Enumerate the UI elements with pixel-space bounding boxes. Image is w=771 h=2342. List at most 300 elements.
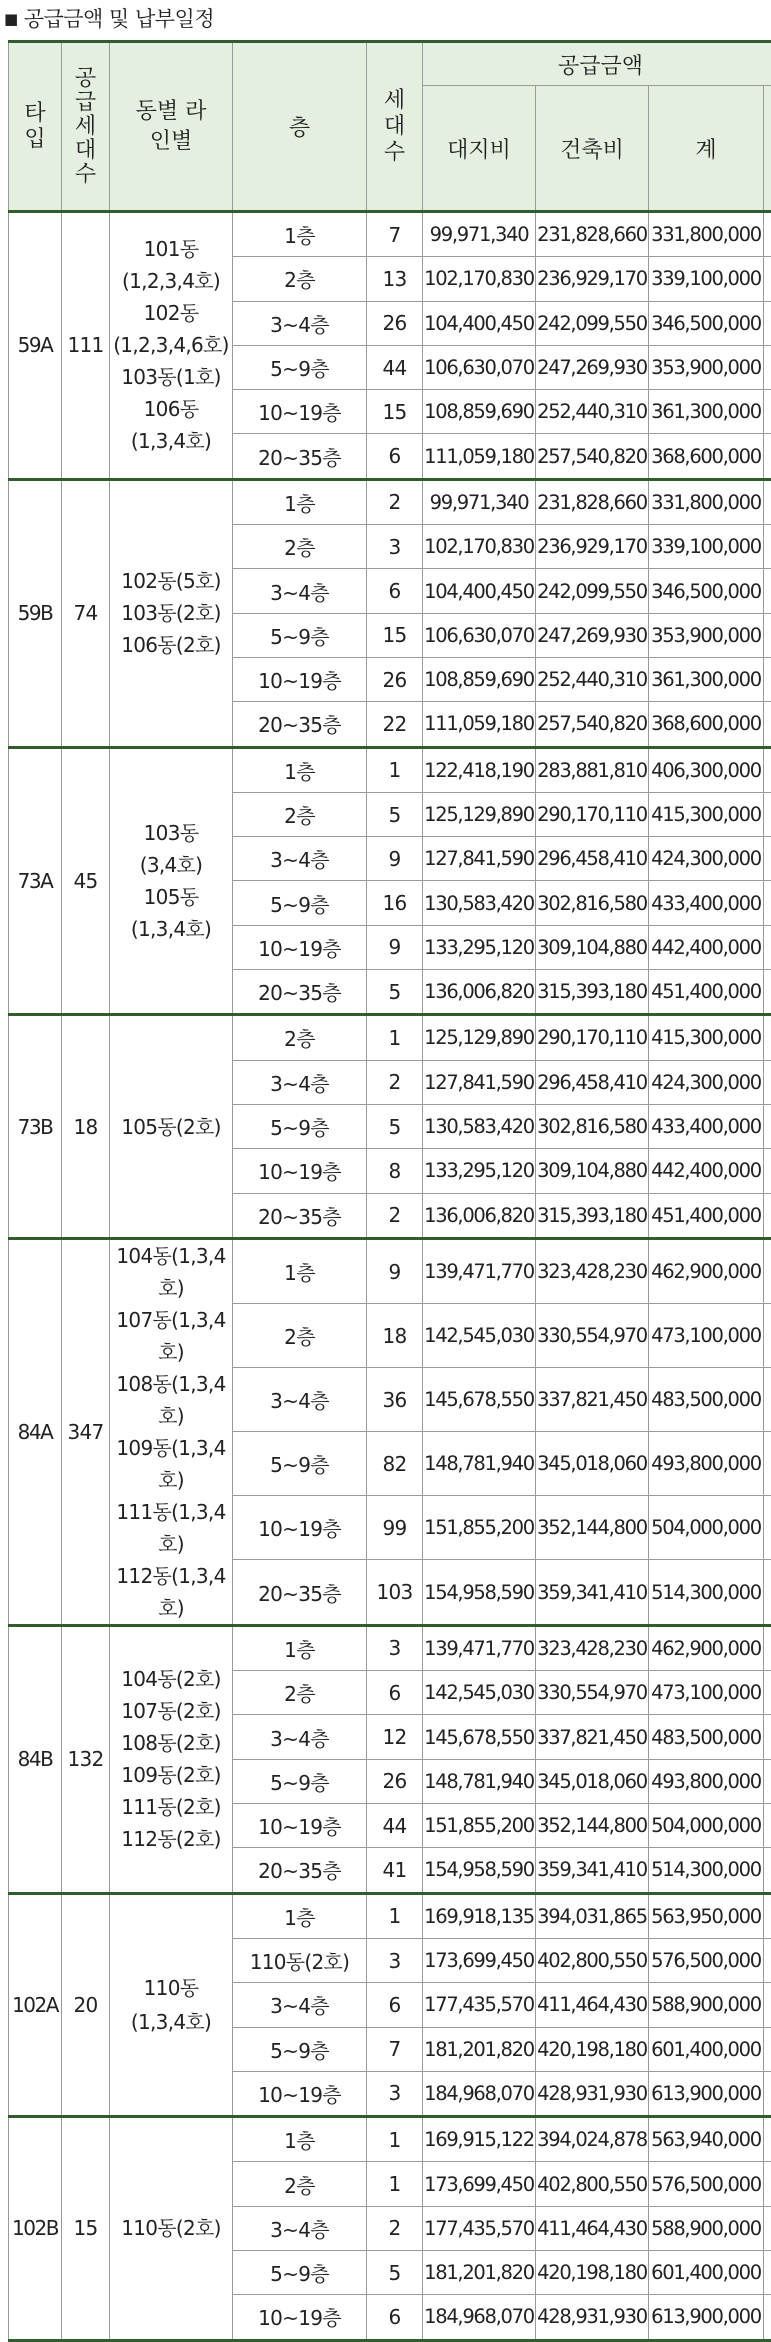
floor-cell: 20~35층 <box>233 1560 367 1625</box>
total-price-cell: 514,300,000 <box>649 1848 764 1893</box>
page-title-text: 공급금액 및 납부일정 <box>24 7 214 31</box>
building-price-cell: 402,800,550 <box>536 1938 649 1982</box>
households-cell: 5 <box>367 970 423 1015</box>
total-price-cell: 346,500,000 <box>649 569 764 613</box>
land-price-cell: 108,859,690 <box>423 657 536 701</box>
building-price-cell: 231,828,660 <box>536 212 649 257</box>
land-price-cell: 130,583,420 <box>423 1104 536 1148</box>
extra-cell <box>764 2027 771 2071</box>
table-row <box>9 747 771 792</box>
floor-cell: 2층 <box>233 792 367 836</box>
building-price-cell: 247,269,930 <box>536 345 649 389</box>
building-price-cell: 296,458,410 <box>536 1060 649 1104</box>
floor-cell: 2층 <box>233 1671 367 1715</box>
dong-line-text: 104동(2호) <box>110 1663 232 1695</box>
households-cell: 3 <box>367 1938 423 1982</box>
building-price-cell: 315,393,180 <box>536 1193 649 1238</box>
header-building: 건축비 <box>536 86 649 212</box>
extra-cell <box>764 837 771 881</box>
land-price-cell: 104,400,450 <box>423 569 536 613</box>
floor-cell: 1층 <box>233 1238 367 1303</box>
floor-cell: 1층 <box>233 1893 367 1938</box>
land-price-cell: 177,435,570 <box>423 2206 536 2250</box>
title-bullet: ■ <box>4 10 18 28</box>
land-price-cell: 130,583,420 <box>423 881 536 925</box>
type-cell: 73B <box>9 1015 62 1238</box>
page-title <box>4 4 214 34</box>
households-cell: 99 <box>367 1496 423 1560</box>
floor-cell: 5~9층 <box>233 2250 367 2294</box>
households-cell: 3 <box>367 2071 423 2116</box>
households-cell: 6 <box>367 2295 423 2340</box>
total-price-cell: 473,100,000 <box>649 1671 764 1715</box>
extra-cell <box>764 1104 771 1148</box>
households-cell: 13 <box>367 257 423 301</box>
land-price-cell: 102,170,830 <box>423 525 536 569</box>
land-price-cell: 173,699,450 <box>423 2162 536 2206</box>
dong-line-text: 111동(1,3,4호) <box>110 1496 232 1560</box>
type-cell: 102B <box>9 2117 62 2340</box>
building-price-cell: 231,828,660 <box>536 479 649 524</box>
total-price-cell: 331,800,000 <box>649 212 764 257</box>
extra-cell <box>764 345 771 389</box>
households-cell: 3 <box>367 525 423 569</box>
land-price-cell: 145,678,550 <box>423 1368 536 1432</box>
households-cell: 1 <box>367 1893 423 1938</box>
extra-cell <box>764 1060 771 1104</box>
households-cell: 5 <box>367 792 423 836</box>
dong-line-text: (1,3,4호) <box>110 2005 232 2039</box>
building-price-cell: 290,170,110 <box>536 792 649 836</box>
households-cell: 15 <box>367 390 423 434</box>
total-price-cell: 462,900,000 <box>649 1238 764 1303</box>
extra-cell <box>764 301 771 345</box>
floor-cell: 1층 <box>233 1625 367 1670</box>
land-price-cell: 99,971,340 <box>423 479 536 524</box>
dong-line-text: (1,2,3,4,6호) <box>110 329 232 361</box>
dong-line-text: 109동(1,3,4호) <box>110 1432 232 1496</box>
floor-cell: 20~35층 <box>233 434 367 479</box>
total-price-cell: 433,400,000 <box>649 1104 764 1148</box>
households-cell: 26 <box>367 657 423 701</box>
extra-cell <box>764 613 771 657</box>
total-price-cell: 462,900,000 <box>649 1625 764 1670</box>
total-price-cell: 353,900,000 <box>649 613 764 657</box>
units-cell: 74 <box>62 479 110 747</box>
dong-line-text: (3,4호) <box>110 849 232 881</box>
households-cell: 12 <box>367 1715 423 1759</box>
floor-cell: 5~9층 <box>233 2027 367 2071</box>
total-price-cell: 483,500,000 <box>649 1368 764 1432</box>
building-price-cell: 247,269,930 <box>536 613 649 657</box>
extra-cell <box>764 970 771 1015</box>
building-price-cell: 257,540,820 <box>536 702 649 747</box>
building-price-cell: 411,464,430 <box>536 1983 649 2027</box>
dong-line-text: (1,2,3,4호) <box>110 265 232 297</box>
extra-cell <box>764 2250 771 2294</box>
header-land: 대지비 <box>423 86 536 212</box>
building-price-cell: 337,821,450 <box>536 1368 649 1432</box>
total-price-cell: 368,600,000 <box>649 434 764 479</box>
dong-line-cell <box>110 1625 233 1893</box>
total-price-cell: 331,800,000 <box>649 479 764 524</box>
building-price-cell: 236,929,170 <box>536 257 649 301</box>
land-price-cell: 106,630,070 <box>423 345 536 389</box>
dong-line-cell <box>110 479 233 747</box>
dong-line-text: 101동 <box>110 233 232 265</box>
total-price-cell: 361,300,000 <box>649 390 764 434</box>
total-price-cell: 415,300,000 <box>649 792 764 836</box>
building-price-cell: 252,440,310 <box>536 657 649 701</box>
land-price-cell: 108,859,690 <box>423 390 536 434</box>
extra-cell <box>764 702 771 747</box>
households-cell: 103 <box>367 1560 423 1625</box>
total-price-cell: 353,900,000 <box>649 345 764 389</box>
total-price-cell: 576,500,000 <box>649 2162 764 2206</box>
land-price-cell: 106,630,070 <box>423 613 536 657</box>
type-cell: 102A <box>9 1893 62 2116</box>
land-price-cell: 181,201,820 <box>423 2027 536 2071</box>
total-price-cell: 483,500,000 <box>649 1715 764 1759</box>
dong-line-text: 106동 <box>110 393 232 425</box>
total-price-cell: 339,100,000 <box>649 525 764 569</box>
total-price-cell: 473,100,000 <box>649 1304 764 1368</box>
units-cell: 45 <box>62 747 110 1015</box>
table-row <box>9 1238 771 1303</box>
floor-cell: 3~4층 <box>233 1060 367 1104</box>
extra-cell <box>764 1715 771 1759</box>
table-row <box>9 212 771 257</box>
land-price-cell: 133,295,120 <box>423 925 536 969</box>
header-price-group: 공급금액 <box>423 42 771 86</box>
households-cell: 44 <box>367 345 423 389</box>
total-price-cell: 588,900,000 <box>649 2206 764 2250</box>
building-price-cell: 330,554,970 <box>536 1304 649 1368</box>
header-households: 세대수 <box>367 42 423 212</box>
households-cell: 41 <box>367 1848 423 1893</box>
dong-line-text: 103동(2호) <box>110 597 232 629</box>
extra-cell <box>764 1671 771 1715</box>
land-price-cell: 181,201,820 <box>423 2250 536 2294</box>
dong-line-text: 102동(5호) <box>110 565 232 597</box>
floor-cell: 2층 <box>233 1015 367 1060</box>
building-price-cell: 290,170,110 <box>536 1015 649 1060</box>
extra-cell <box>764 525 771 569</box>
extra-cell <box>764 1625 771 1670</box>
extra-cell <box>764 434 771 479</box>
floor-cell: 2층 <box>233 257 367 301</box>
dong-line-text: 109동(2호) <box>110 1759 232 1791</box>
units-cell: 15 <box>62 2117 110 2340</box>
units-cell: 20 <box>62 1893 110 2116</box>
floor-cell: 1층 <box>233 212 367 257</box>
dong-line-text: 102동 <box>110 297 232 329</box>
building-price-cell: 420,198,180 <box>536 2027 649 2071</box>
dong-line-text: 105동(2호) <box>110 1110 232 1144</box>
header-extra <box>764 86 771 212</box>
dong-line-text: 107동(2호) <box>110 1695 232 1727</box>
land-price-cell: 139,471,770 <box>423 1625 536 1670</box>
units-cell: 18 <box>62 1015 110 1238</box>
total-price-cell: 576,500,000 <box>649 1938 764 1982</box>
total-price-cell: 451,400,000 <box>649 970 764 1015</box>
dong-line-text: 107동(1,3,4호) <box>110 1304 232 1368</box>
dong-line-text: 108동(1,3,4호) <box>110 1368 232 1432</box>
extra-cell <box>764 925 771 969</box>
building-price-cell: 428,931,930 <box>536 2071 649 2116</box>
households-cell: 2 <box>367 479 423 524</box>
total-price-cell: 406,300,000 <box>649 747 764 792</box>
building-price-cell: 323,428,230 <box>536 1238 649 1303</box>
land-price-cell: 184,968,070 <box>423 2071 536 2116</box>
building-price-cell: 394,031,865 <box>536 1893 649 1938</box>
households-cell: 8 <box>367 1149 423 1193</box>
households-cell: 36 <box>367 1368 423 1432</box>
type-cell: 73A <box>9 747 62 1015</box>
land-price-cell: 125,129,890 <box>423 1015 536 1060</box>
land-price-cell: 122,418,190 <box>423 747 536 792</box>
households-cell: 22 <box>367 702 423 747</box>
price-table-header <box>9 42 771 212</box>
land-price-cell: 145,678,550 <box>423 1715 536 1759</box>
dong-line-text: 105동 <box>110 881 232 913</box>
total-price-cell: 613,900,000 <box>649 2071 764 2116</box>
header-units: 공급세대수 <box>62 42 110 212</box>
extra-cell <box>764 1848 771 1893</box>
total-price-cell: 424,300,000 <box>649 837 764 881</box>
dong-line-text: 106동(2호) <box>110 629 232 661</box>
dong-line-text: 111동(2호) <box>110 1791 232 1823</box>
households-cell: 6 <box>367 569 423 613</box>
extra-cell <box>764 1560 771 1625</box>
building-price-cell: 394,024,878 <box>536 2117 649 2162</box>
land-price-cell: 169,915,122 <box>423 2117 536 2162</box>
land-price-cell: 111,059,180 <box>423 702 536 747</box>
extra-cell <box>764 569 771 613</box>
building-price-cell: 242,099,550 <box>536 301 649 345</box>
extra-cell <box>764 1193 771 1238</box>
extra-cell <box>764 2206 771 2250</box>
extra-cell <box>764 2117 771 2162</box>
building-price-cell: 257,540,820 <box>536 434 649 479</box>
extra-cell <box>764 1893 771 1938</box>
building-price-cell: 302,816,580 <box>536 1104 649 1148</box>
land-price-cell: 151,855,200 <box>423 1804 536 1848</box>
dong-line-text: 104동(1,3,4호) <box>110 1240 232 1304</box>
land-price-cell: 154,958,590 <box>423 1560 536 1625</box>
floor-cell: 3~4층 <box>233 569 367 613</box>
land-price-cell: 169,918,135 <box>423 1893 536 1938</box>
land-price-cell: 125,129,890 <box>423 792 536 836</box>
households-cell: 6 <box>367 434 423 479</box>
extra-cell <box>764 1149 771 1193</box>
building-price-cell: 402,800,550 <box>536 2162 649 2206</box>
floor-cell: 1층 <box>233 2117 367 2162</box>
dong-line-text: 112동(1,3,4호) <box>110 1560 232 1624</box>
dong-line-text: 108동(2호) <box>110 1727 232 1759</box>
land-price-cell: 142,545,030 <box>423 1304 536 1368</box>
households-cell: 1 <box>367 747 423 792</box>
extra-cell <box>764 1238 771 1303</box>
land-price-cell: 154,958,590 <box>423 1848 536 1893</box>
floor-cell: 10~19층 <box>233 1496 367 1560</box>
dong-line-text: 103동(1호) <box>110 361 232 393</box>
building-price-cell: 337,821,450 <box>536 1715 649 1759</box>
land-price-cell: 184,968,070 <box>423 2295 536 2340</box>
floor-cell: 10~19층 <box>233 2295 367 2340</box>
building-price-cell: 330,554,970 <box>536 1671 649 1715</box>
households-cell: 82 <box>367 1432 423 1496</box>
building-price-cell: 352,144,800 <box>536 1496 649 1560</box>
building-price-cell: 323,428,230 <box>536 1625 649 1670</box>
land-price-cell: 102,170,830 <box>423 257 536 301</box>
land-price-cell: 99,971,340 <box>423 212 536 257</box>
floor-cell: 20~35층 <box>233 702 367 747</box>
floor-cell: 3~4층 <box>233 1983 367 2027</box>
units-cell: 347 <box>62 1238 110 1625</box>
households-cell: 16 <box>367 881 423 925</box>
total-price-cell: 442,400,000 <box>649 1149 764 1193</box>
type-cell: 84B <box>9 1625 62 1893</box>
building-price-cell: 345,018,060 <box>536 1432 649 1496</box>
land-price-cell: 127,841,590 <box>423 837 536 881</box>
building-price-cell: 236,929,170 <box>536 525 649 569</box>
building-price-cell: 283,881,810 <box>536 747 649 792</box>
land-price-cell: 111,059,180 <box>423 434 536 479</box>
header-floor: 층 <box>233 42 367 212</box>
households-cell: 15 <box>367 613 423 657</box>
extra-cell <box>764 792 771 836</box>
building-price-cell: 252,440,310 <box>536 390 649 434</box>
land-price-cell: 127,841,590 <box>423 1060 536 1104</box>
floor-cell: 10~19층 <box>233 2071 367 2116</box>
total-price-cell: 415,300,000 <box>649 1015 764 1060</box>
building-price-cell: 315,393,180 <box>536 970 649 1015</box>
floor-cell: 10~19층 <box>233 1804 367 1848</box>
floor-cell: 10~19층 <box>233 1149 367 1193</box>
households-cell: 1 <box>367 2117 423 2162</box>
floor-cell: 5~9층 <box>233 1104 367 1148</box>
total-price-cell: 563,950,000 <box>649 1893 764 1938</box>
floor-cell: 3~4층 <box>233 837 367 881</box>
extra-cell <box>764 1804 771 1848</box>
extra-cell <box>764 1496 771 1560</box>
type-cell: 84A <box>9 1238 62 1625</box>
total-price-cell: 493,800,000 <box>649 1759 764 1803</box>
total-price-cell: 361,300,000 <box>649 657 764 701</box>
dong-line-text: 110동(2호) <box>110 2211 232 2245</box>
dong-line-text: 112동(2호) <box>110 1823 232 1855</box>
building-price-cell: 420,198,180 <box>536 2250 649 2294</box>
extra-cell <box>764 1304 771 1368</box>
land-price-cell: 177,435,570 <box>423 1983 536 2027</box>
floor-cell: 10~19층 <box>233 390 367 434</box>
type-cell: 59B <box>9 479 62 747</box>
households-cell: 1 <box>367 1015 423 1060</box>
building-price-cell: 428,931,930 <box>536 2295 649 2340</box>
floor-cell: 3~4층 <box>233 1715 367 1759</box>
dong-line-text: 110동 <box>110 1971 232 2005</box>
header-dong-line: 동별 라인별 <box>110 42 233 212</box>
land-price-cell: 136,006,820 <box>423 970 536 1015</box>
dong-line-cell <box>110 1893 233 2116</box>
dong-line-cell <box>110 1015 233 1238</box>
floor-cell: 2층 <box>233 1304 367 1368</box>
building-price-cell: 302,816,580 <box>536 881 649 925</box>
total-price-cell: 563,940,000 <box>649 2117 764 2162</box>
households-cell: 9 <box>367 837 423 881</box>
price-table <box>8 40 771 2342</box>
land-price-cell: 142,545,030 <box>423 1671 536 1715</box>
price-table-body <box>9 212 771 2341</box>
households-cell: 7 <box>367 2027 423 2071</box>
households-cell: 9 <box>367 1238 423 1303</box>
floor-cell: 3~4층 <box>233 301 367 345</box>
building-price-cell: 309,104,880 <box>536 1149 649 1193</box>
floor-cell: 5~9층 <box>233 1432 367 1496</box>
table-row <box>9 2117 771 2162</box>
dong-line-text: (1,3,4호) <box>110 913 232 945</box>
households-cell: 2 <box>367 1060 423 1104</box>
floor-cell: 2층 <box>233 2162 367 2206</box>
building-price-cell: 345,018,060 <box>536 1759 649 1803</box>
households-cell: 6 <box>367 1983 423 2027</box>
building-price-cell: 411,464,430 <box>536 2206 649 2250</box>
households-cell: 2 <box>367 2206 423 2250</box>
extra-cell <box>764 390 771 434</box>
extra-cell <box>764 2295 771 2340</box>
dong-line-cell <box>110 212 233 480</box>
dong-line-cell <box>110 1238 233 1625</box>
table-row <box>9 479 771 524</box>
households-cell: 6 <box>367 1671 423 1715</box>
extra-cell <box>764 657 771 701</box>
total-price-cell: 601,400,000 <box>649 2250 764 2294</box>
total-price-cell: 368,600,000 <box>649 702 764 747</box>
households-cell: 5 <box>367 1104 423 1148</box>
header-type: 타입 <box>9 42 62 212</box>
floor-cell: 20~35층 <box>233 1848 367 1893</box>
building-price-cell: 309,104,880 <box>536 925 649 969</box>
floor-cell: 20~35층 <box>233 970 367 1015</box>
total-price-cell: 504,000,000 <box>649 1804 764 1848</box>
extra-cell <box>764 747 771 792</box>
building-price-cell: 359,341,410 <box>536 1848 649 1893</box>
land-price-cell: 151,855,200 <box>423 1496 536 1560</box>
total-price-cell: 588,900,000 <box>649 1983 764 2027</box>
extra-cell <box>764 1368 771 1432</box>
dong-line-text: (1,3,4호) <box>110 425 232 457</box>
floor-cell: 10~19층 <box>233 925 367 969</box>
dong-line-cell <box>110 747 233 1015</box>
households-cell: 7 <box>367 212 423 257</box>
total-price-cell: 346,500,000 <box>649 301 764 345</box>
floor-cell: 3~4층 <box>233 2206 367 2250</box>
total-price-cell: 601,400,000 <box>649 2027 764 2071</box>
land-price-cell: 173,699,450 <box>423 1938 536 1982</box>
extra-cell <box>764 881 771 925</box>
households-cell: 44 <box>367 1804 423 1848</box>
extra-cell <box>764 2162 771 2206</box>
households-cell: 1 <box>367 2162 423 2206</box>
building-price-cell: 242,099,550 <box>536 569 649 613</box>
type-cell: 59A <box>9 212 62 480</box>
total-price-cell: 424,300,000 <box>649 1060 764 1104</box>
extra-cell <box>764 1759 771 1803</box>
extra-cell <box>764 1938 771 1982</box>
households-cell: 26 <box>367 1759 423 1803</box>
floor-cell: 1층 <box>233 479 367 524</box>
